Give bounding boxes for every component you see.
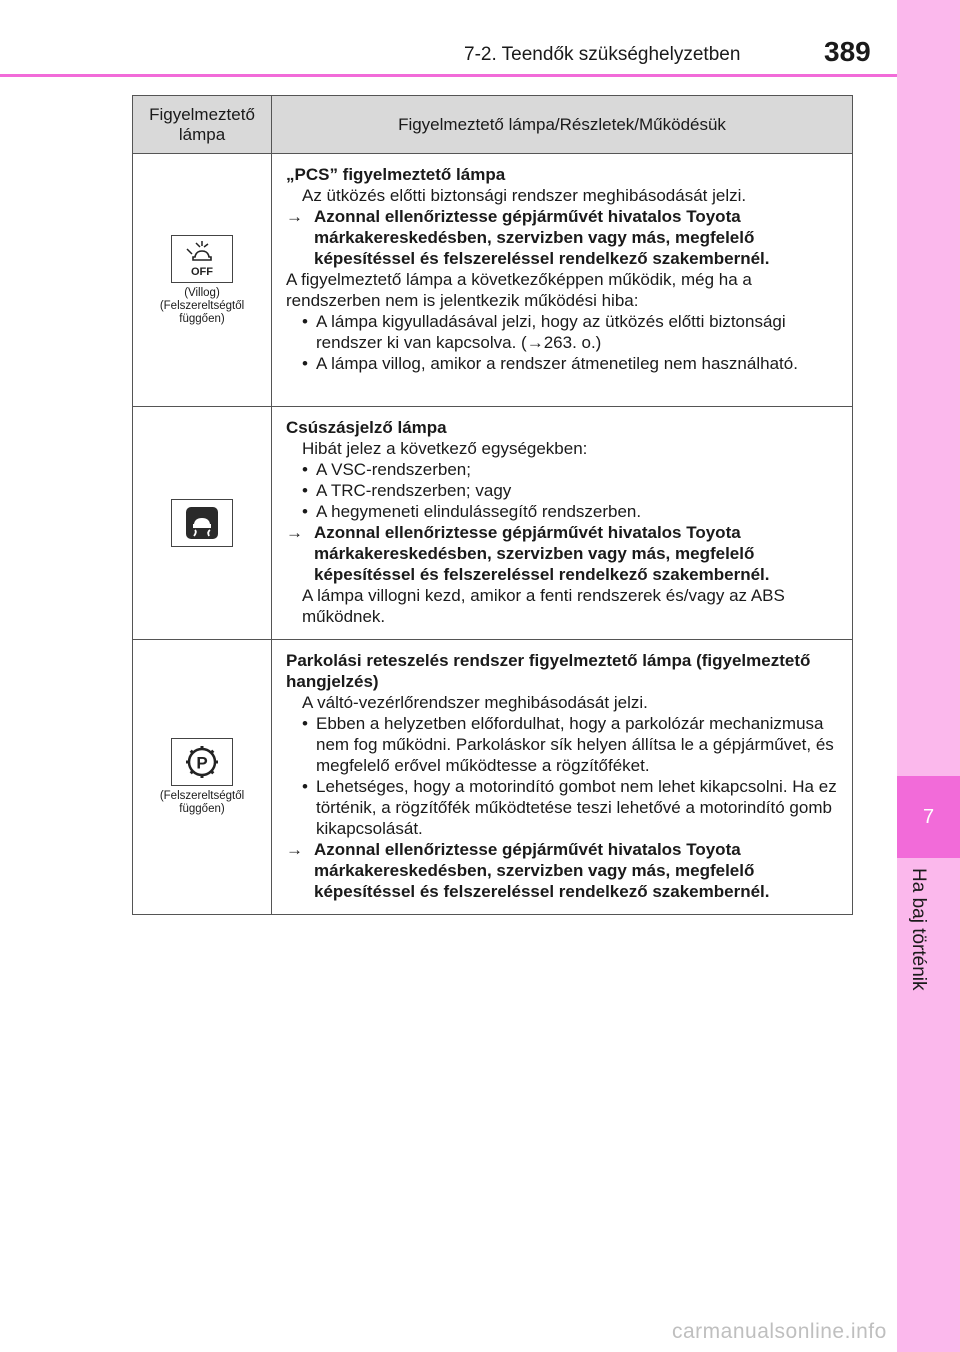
section-title: 7-2. Teendők szükséghelyzetben <box>464 44 741 65</box>
lamp-intro: Az ütközés előtti biztonsági rendszer meghibásodását jelzi. <box>302 186 747 205</box>
slip-indicator-icon <box>171 499 233 547</box>
description-cell <box>272 407 853 640</box>
arrow-icon: → <box>286 523 303 542</box>
table-header-row <box>133 96 853 154</box>
footer-watermark[interactable]: carmanualsonline.info <box>672 1320 887 1343</box>
list-item: • A lámpa kigyulladásával jelzi, hogy az ütközés előtti biztonsági rendszer ki van kapcsolva. (→263. o.) <box>286 311 842 353</box>
icon-note: (Villog) (Felszereltségtől függően) <box>159 286 245 325</box>
pcs-off-warning-icon <box>171 235 233 283</box>
lamp-title: Parkolási reteszelés rendszer figyelmeztető lámpa (figyelmeztető hangjelzés) <box>286 651 811 691</box>
action-instruction: → Azonnal ellenőriztesse gépjárművét hivatalos Toyota márkakereskedésben, szervizben vagy más, megfelelő képesítéssel és felszereléssel rendelkező szakembernél. <box>286 523 770 584</box>
list-item: • Lehetséges, hogy a motorindító gombot nem lehet kikapcsolni. Ha ez történik, a rögzítőfék működtetése teszi lehetővé a motorindító gomb kikapcsolását. <box>286 776 842 839</box>
action-instruction: → Azonnal ellenőriztesse gépjárművét hivatalos Toyota márkakereskedésben, szervizben vagy más, megfelelő képesítéssel és felszereléssel rendelkező szakembernél. <box>286 840 770 901</box>
arrow-icon: → <box>286 207 303 226</box>
arrow-icon: → <box>286 840 303 859</box>
header-rule <box>0 74 897 77</box>
description-cell <box>272 640 853 915</box>
lamp-title: „PCS” figyelmeztető lámpa <box>286 165 506 184</box>
chapter-side-tab <box>897 0 960 1352</box>
lamp-intro: Hibát jelez a következő egységekben: <box>302 439 588 458</box>
icon-cell <box>133 407 272 640</box>
parking-p-label: P <box>196 753 208 773</box>
list-item: • A lámpa villog, amikor a rendszer átmenetileg nem használható. <box>286 353 842 374</box>
lamp-intro: A váltó-vezérlőrendszer meghibásodását jelzi. <box>302 693 648 712</box>
list-item: • A TRC-rendszerben; vagy <box>286 480 842 501</box>
description-cell <box>272 154 853 407</box>
table-row <box>133 407 853 640</box>
table-row <box>133 640 853 915</box>
icon-cell <box>133 640 272 915</box>
parking-lock-warning-icon <box>171 738 233 786</box>
chapter-title: Ha baj történik <box>908 868 929 991</box>
lamp-behavior: A figyelmeztető lámpa a következőképpen működik, még ha a rendszerben nem is jelentkezik működési hiba: <box>286 270 752 310</box>
lamp-behavior: A lámpa villogni kezd, amikor a fenti rendszerek és/vagy az ABS működnek. <box>302 586 785 626</box>
chapter-number: 7 <box>922 805 935 828</box>
icon-note: (Felszereltségtől függően) <box>159 790 245 815</box>
table-row <box>133 154 853 407</box>
action-instruction: → Azonnal ellenőriztesse gépjárművét hivatalos Toyota márkakereskedésben, szervizben vagy más, megfelelő képesítéssel és felszereléssel rendelkező szakembernél. <box>286 207 770 268</box>
column-header-lamp: Figyelmeztető lámpa <box>133 96 272 154</box>
list-item: • Ebben a helyzetben előfordulhat, hogy a parkolózár mechanizmusa nem fog működni. Parkoláskor sík helyen állítsa le a gépjárművet, és megfelelő erővel működtesse a rögzítőféket. <box>286 713 842 776</box>
chapter-number-box[interactable] <box>897 776 960 858</box>
lamp-title: Csúszásjelző lámpa <box>286 418 447 437</box>
column-header-details: Figyelmeztető lámpa/Részletek/Működésük <box>272 96 853 154</box>
pcs-off-label: OFF <box>191 265 213 278</box>
list-item: • A hegymeneti elindulássegítő rendszerben. <box>286 501 842 522</box>
list-item: • A VSC-rendszerben; <box>286 459 842 480</box>
warning-lights-table <box>132 95 853 915</box>
page-number: 389 <box>824 36 871 67</box>
icon-cell <box>133 154 272 407</box>
